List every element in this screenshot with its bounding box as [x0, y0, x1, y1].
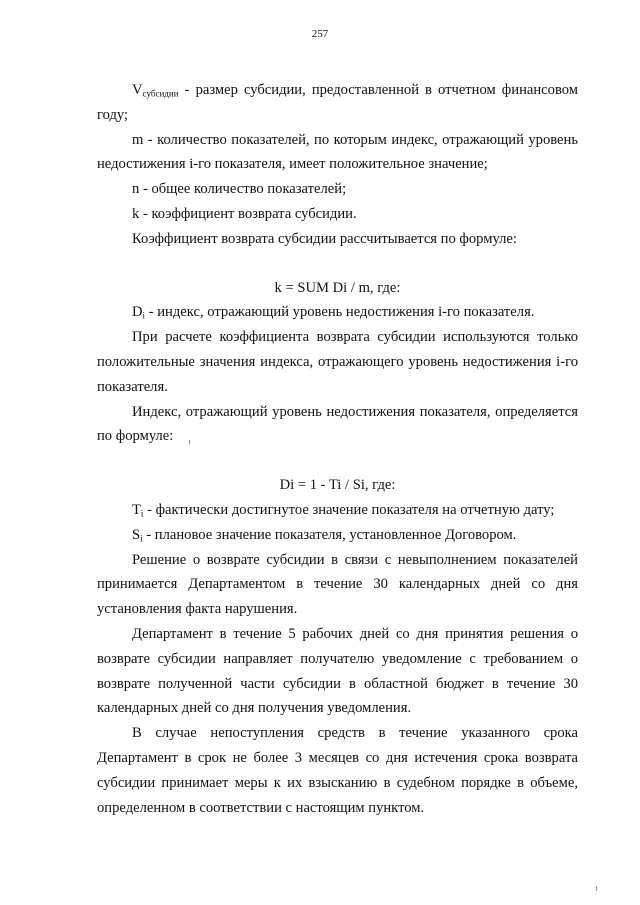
symbol-d: D	[132, 304, 143, 321]
definition-v-subsidy	[97, 78, 578, 128]
page-number: 257	[311, 28, 329, 40]
definition-di	[97, 300, 578, 325]
paragraph-notification: Департамент в течение 5 рабочих дней со дня принятия решения о возврате субсидии направляет получателю уведомление с требованием о возврате полученной части субсидии в областной бюджет в течение 30 календарных дней со дня получения уведомления.	[97, 625, 578, 717]
symbol-t: T	[132, 501, 141, 518]
definition-n: n - общее количество показателей;	[132, 181, 347, 198]
paragraph-return-decision: Решение о возврате субсидии в связи с невыполнением показателей принимается Департаментом в течение 30 календарных дней со дня установления факта нарушения.	[97, 551, 578, 618]
subscript-subsidy: субсидии	[142, 88, 179, 99]
definition-ti	[97, 498, 578, 523]
formula-di: Di = 1 - Ti / Si, где:	[279, 477, 396, 494]
paragraph-collection: В случае непоступления средств в течение указанного срока Департамент в срок не более 3 месяцев со дня истечения срока возврата субсидии принимает меры к их взысканию в судебном порядке в объеме, определенном в соответствии с настоящим пунктом.	[97, 725, 578, 816]
scan-edge-mark	[596, 886, 597, 891]
definition-si	[97, 523, 578, 548]
formula-intro-k: Коэффициент возврата субсидии рассчитывается по формуле:	[132, 230, 517, 247]
definition-k: k - коэффициент возврата субсидии.	[132, 205, 357, 222]
definition-m: m - количество показателей, по которым индекс, отражающий уровень недостижения i-го показателя, имеет положительное значение;	[97, 131, 578, 173]
definition-ti-text: - фактически достигнутое значение показателя на отчетную дату;	[143, 501, 555, 518]
subscript-i: i	[142, 310, 146, 321]
definition-di-text: - индекс, отражающий уровень недостижения i-го показателя.	[145, 304, 535, 321]
document-body	[97, 78, 578, 820]
subscript-i: i	[140, 508, 144, 519]
subscript-i: i	[140, 533, 143, 543]
definition-v-text: - размер субсидии, предоставленной в отчетном финансовом году;	[97, 82, 578, 123]
symbol-s: S	[132, 526, 141, 543]
definition-si-text: - плановое значение показателя, установленное Договором.	[142, 526, 517, 543]
paragraph-positive-values: При расчете коэффициента возврата субсидии используются только положительные значения индекса, отражающего уровень недостижения i-го показателя.	[97, 329, 578, 395]
formula-intro-di: Индекс, отражающий уровень недостижения показателя, определяется по формуле:	[97, 403, 578, 445]
scan-artifact-mark	[189, 440, 190, 444]
symbol-v: V	[132, 82, 143, 98]
formula-k: k = SUM Di / m, где:	[274, 279, 401, 296]
